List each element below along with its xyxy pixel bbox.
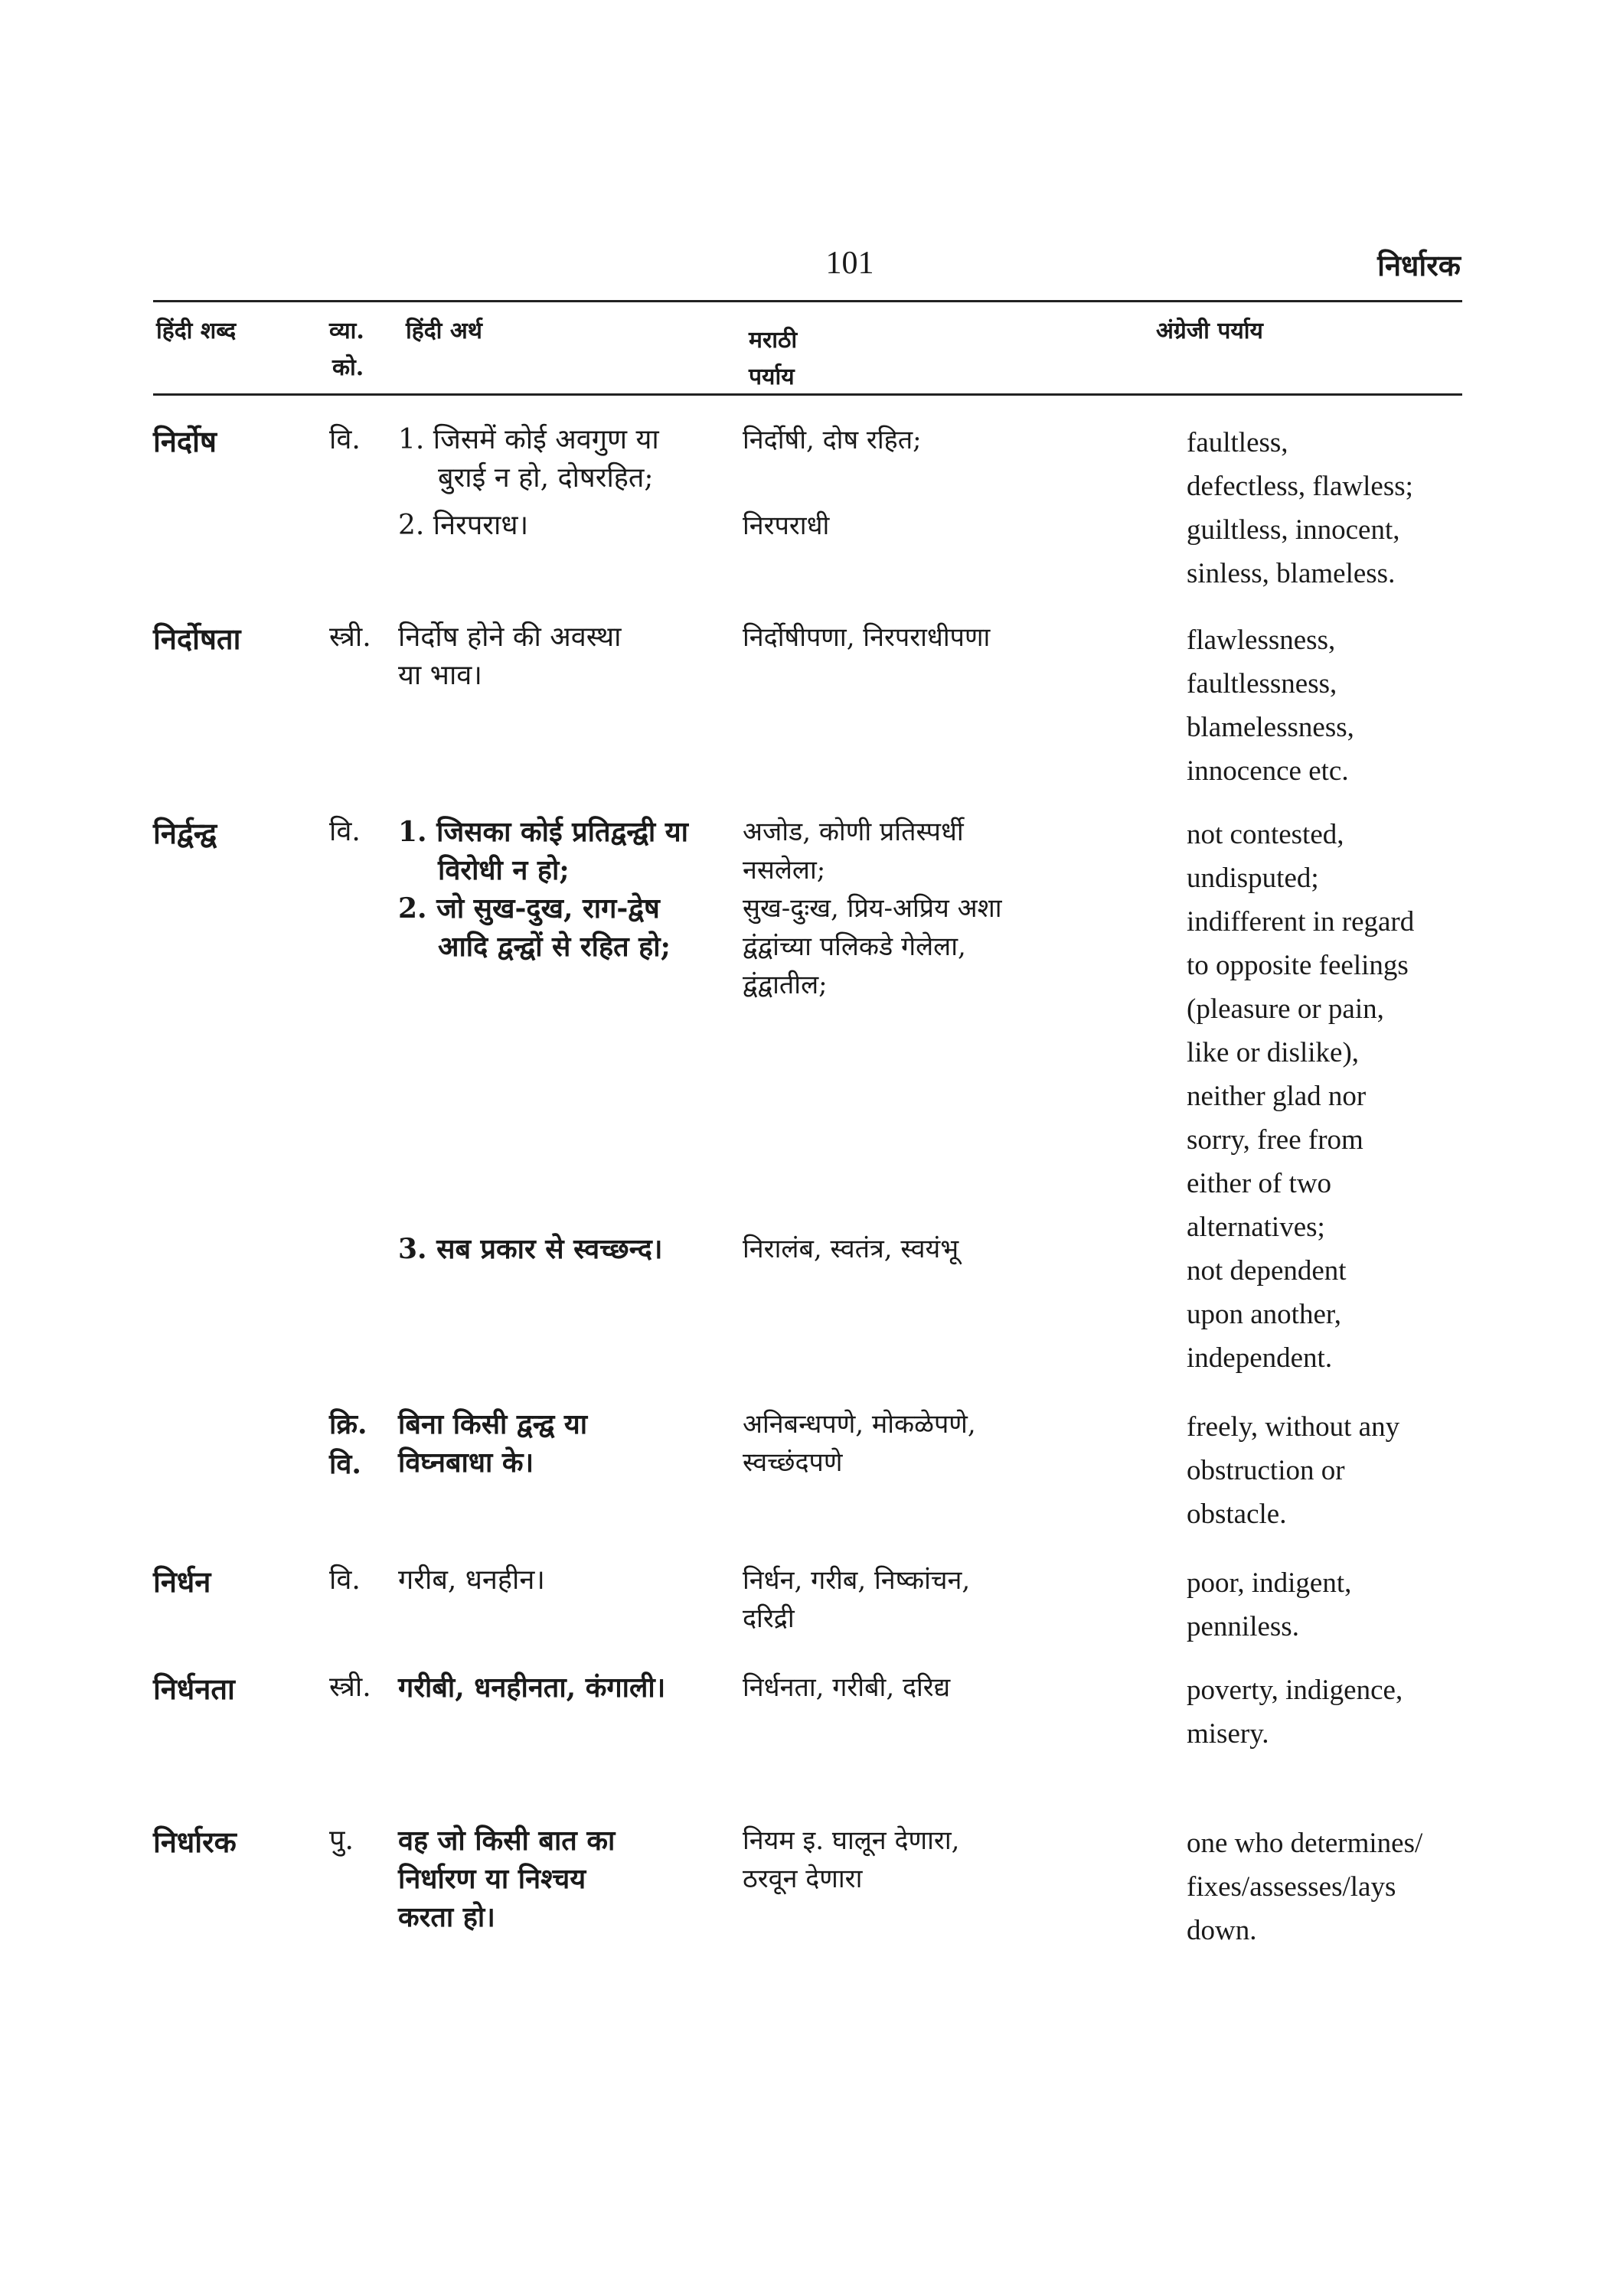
marathi-synonyms (743, 1405, 1202, 1482)
header-rule-top (153, 300, 1462, 302)
marathi-line: निर्दोषी, दोष रहित; (743, 425, 922, 455)
marathi-line: नसलेला; (743, 855, 826, 885)
english-line: poverty, indigence, (1187, 1675, 1403, 1706)
marathi-line: निर्धन, गरीब, निष्कांचन, (743, 1565, 971, 1596)
headword: निर्धन (153, 1564, 211, 1599)
col-grammar-1: व्या. (329, 318, 364, 344)
english-line: upon another, (1187, 1299, 1341, 1330)
col-grammar-2: को. (332, 354, 364, 381)
english-line: faultless, (1187, 427, 1288, 458)
english-line: guiltless, innocent, (1187, 514, 1400, 546)
marathi-line: निर्दोषीपणा, निरपराधीपणा (743, 622, 991, 653)
marathi-line: स्वच्छंदपणे (743, 1447, 843, 1478)
grammar: पु. (329, 1825, 354, 1856)
marathi-line: नियम इ. घालून देणारा, (743, 1825, 960, 1856)
grammar: वि. (329, 1564, 361, 1596)
marathi-line: सुख-दुःख, प्रिय-अप्रिय अशा (743, 893, 1002, 924)
col-hindi-word: हिंदी शब्द (156, 318, 237, 344)
marathi-line: दरिद्री (743, 1603, 795, 1634)
marathi-line: अजोड, कोणी प्रतिस्पर्धी (743, 817, 964, 847)
marathi-line: ठरवून देणारा (743, 1864, 863, 1894)
hindi-line: गरीब, धनहीन। (398, 1564, 545, 1596)
english-line: not contested, (1187, 819, 1344, 850)
headword: निर्द्वन्द्व (153, 816, 217, 850)
english-line: defectless, flawless; (1187, 471, 1413, 502)
grammar: स्त्री. (329, 1671, 371, 1703)
hindi-line: विघ्नबाधा के। (398, 1446, 534, 1479)
hindi-line: निर्धारण या निश्चय (398, 1863, 586, 1895)
english-line: poor, indigent, (1187, 1567, 1352, 1599)
marathi-line: निरपराधी (743, 510, 830, 541)
header-rule-bottom (153, 393, 1462, 396)
marathi-line: द्वंद्वांच्या पलिकडे गेलेला, (743, 931, 966, 962)
marathi-line: निरालंब, स्वतंत्र, स्वयंभू (743, 1234, 959, 1264)
hindi-line: बुराई न हो, दोषरहित; (438, 462, 654, 494)
page-header (153, 245, 1470, 306)
marathi-synonyms (743, 1668, 1202, 1707)
marathi-synonyms (743, 618, 1202, 657)
col-marathi-1: मराठी (749, 327, 798, 354)
english-line: like or dislike), (1187, 1037, 1360, 1068)
english-line: innocence etc. (1187, 755, 1349, 787)
english-equivalents (1187, 618, 1485, 793)
english-line: obstruction or (1187, 1455, 1345, 1486)
col-english: अंग्रेजी पर्याय (1156, 318, 1263, 344)
english-line: alternatives; (1187, 1212, 1325, 1243)
hindi-line: विरोधी न हो; (438, 854, 570, 886)
marathi-synonyms (743, 1561, 1202, 1638)
english-equivalents (1187, 1668, 1485, 1756)
english-line: sorry, free from (1187, 1124, 1363, 1156)
english-line: either of two (1187, 1168, 1332, 1199)
hindi-line: 1. जिसका कोई प्रतिद्वन्द्वी या (398, 816, 688, 848)
english-line: independent. (1187, 1342, 1333, 1374)
headword: निर्दोष (153, 424, 217, 458)
english-line: indifferent in regard (1187, 906, 1415, 938)
page-number: 101 (825, 246, 874, 281)
headword: निर्धनता (153, 1671, 235, 1706)
english-line: sinless, blameless. (1187, 558, 1396, 589)
english-equivalents (1187, 1561, 1485, 1649)
hindi-line: 3. सब प्रकार से स्वच्छन्द। (398, 1233, 663, 1265)
grammar: वि. (329, 424, 361, 455)
grammar: स्त्री. (329, 621, 371, 653)
hindi-line: 2. निरपराध। (398, 510, 529, 541)
english-line: obstacle. (1187, 1499, 1287, 1530)
english-line: not dependent (1187, 1255, 1347, 1287)
hindi-line: या भाव। (398, 660, 482, 691)
english-line: down. (1187, 1915, 1257, 1946)
hindi-line: करता हो। (398, 1901, 495, 1933)
marathi-line: द्वंद्वातील; (743, 970, 828, 1000)
english-equivalents (1187, 421, 1485, 595)
hindi-line: गरीबी, धनहीनता, कंगाली। (398, 1671, 666, 1704)
english-line: freely, without any (1187, 1411, 1400, 1443)
english-line: (pleasure or pain, (1187, 993, 1384, 1025)
hindi-line: बिना किसी द्वन्द्व या (398, 1408, 588, 1440)
col-marathi-2: पर्याय (749, 364, 795, 390)
marathi-synonyms (743, 813, 1202, 1268)
english-equivalents (1187, 1405, 1485, 1536)
grammar-2: वि. (329, 1448, 361, 1480)
english-line: undisputed; (1187, 863, 1319, 894)
hindi-line: निर्दोष होने की अवस्था (398, 621, 622, 653)
hindi-line: 2. जो सुख-दुख, राग-द्वेष (398, 892, 660, 925)
english-equivalents (1187, 813, 1485, 1380)
hindi-line: वह जो किसी बात का (398, 1825, 616, 1857)
marathi-synonyms (743, 1821, 1202, 1898)
english-line: flawlessness, (1187, 625, 1336, 656)
grammar-1: क्रि. (329, 1408, 367, 1440)
column-headers (153, 306, 1462, 390)
marathi-line: अनिबन्धपणे, मोकळेपणे, (743, 1409, 976, 1440)
english-line: misery. (1187, 1718, 1269, 1750)
grammar: वि. (329, 816, 361, 847)
col-hindi-meaning: हिंदी अर्थ (406, 318, 482, 344)
english-line: faultlessness, (1187, 668, 1337, 700)
english-line: blamelessness, (1187, 712, 1354, 743)
english-line: neither glad nor (1187, 1081, 1367, 1112)
english-line: to opposite feelings (1187, 950, 1409, 981)
english-line: fixes/assesses/lays (1187, 1871, 1396, 1903)
headword: निर्दोषता (153, 621, 241, 656)
headword: निर्धारक (153, 1825, 237, 1859)
running-head: निर्धारक (1377, 248, 1461, 282)
english-line: penniless. (1187, 1611, 1299, 1642)
marathi-synonyms (743, 421, 1202, 545)
english-line: one who determines/ (1187, 1828, 1423, 1859)
marathi-line: निर्धनता, गरीबी, दरिद्य (743, 1672, 951, 1703)
hindi-line: आदि द्वन्द्वों से रहित हो; (438, 931, 671, 963)
english-equivalents (1187, 1821, 1485, 1952)
hindi-line: 1. जिसमें कोई अवगुण या (398, 424, 659, 455)
